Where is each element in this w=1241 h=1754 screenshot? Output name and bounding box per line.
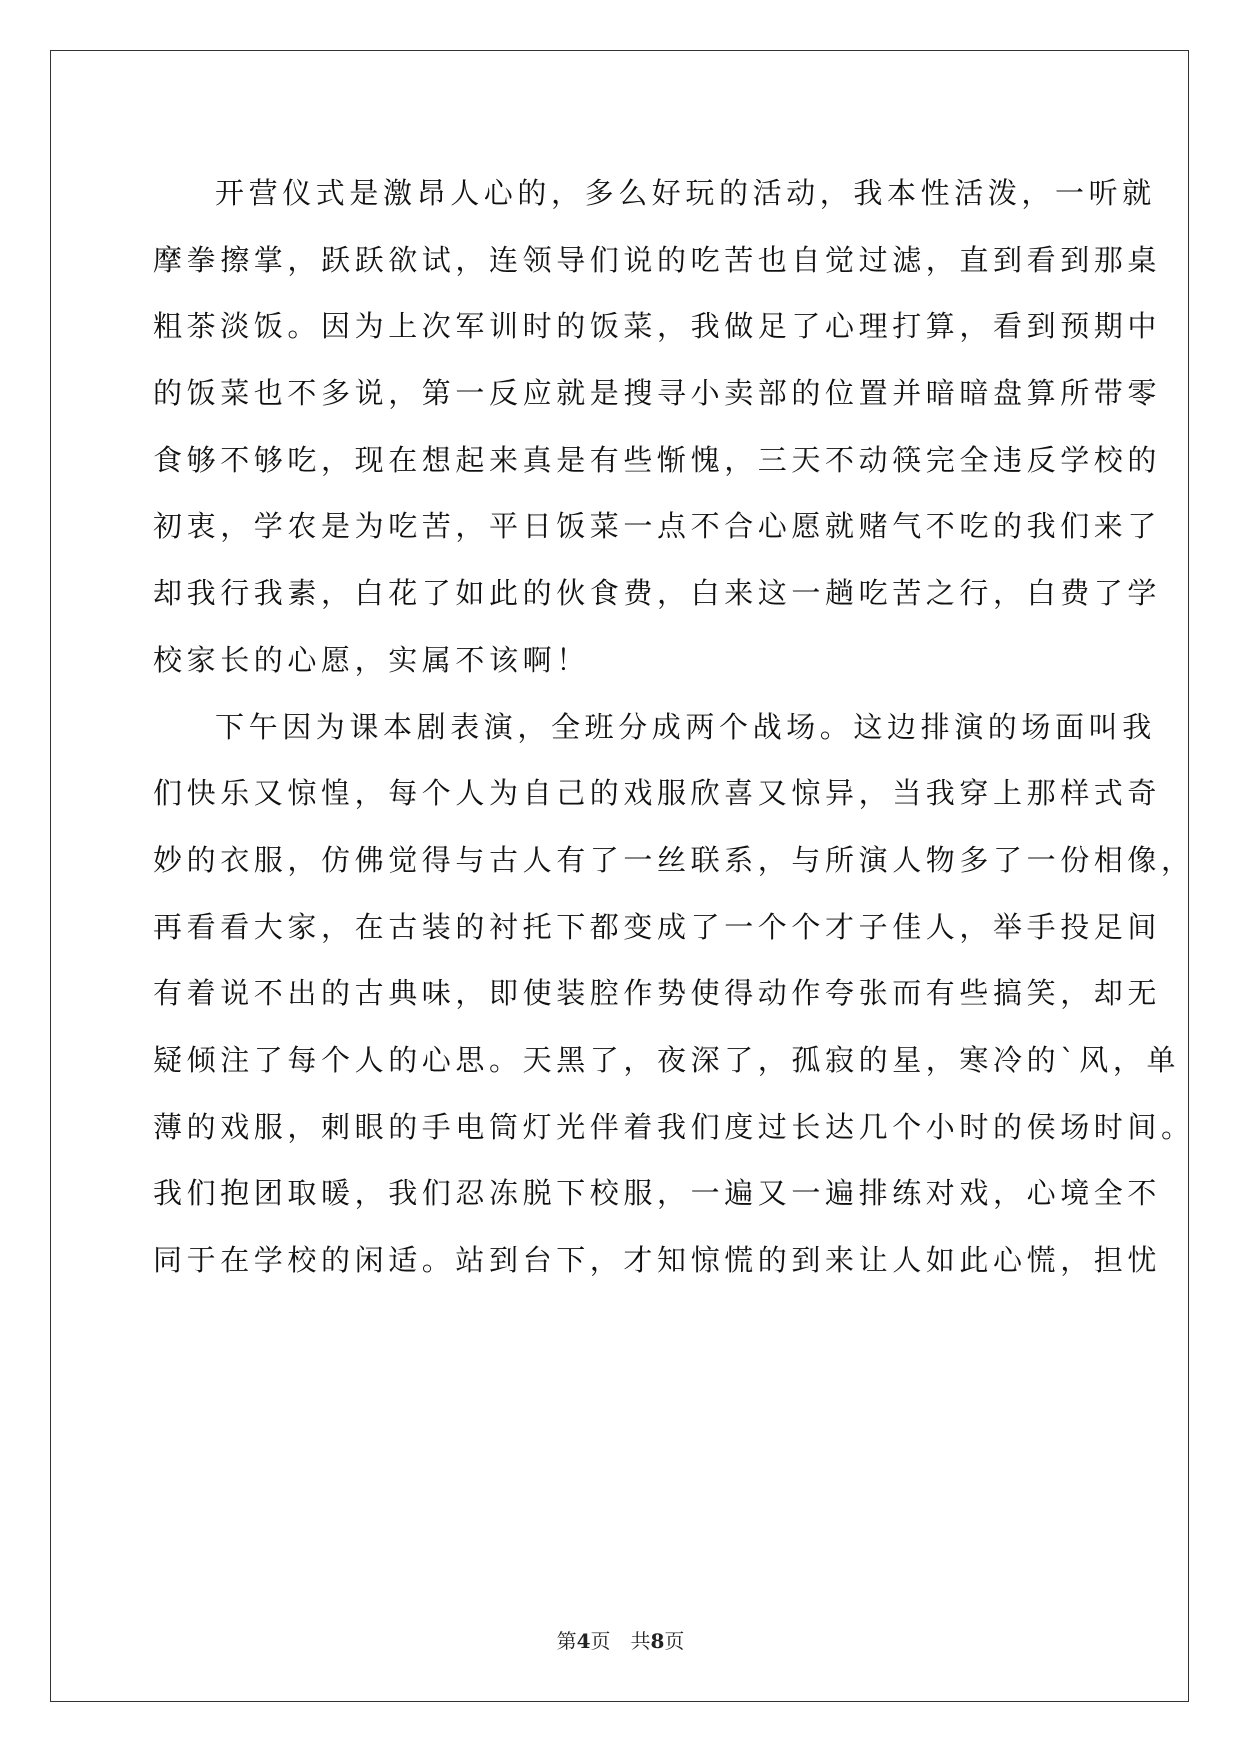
page-total: 共8页 bbox=[630, 1629, 685, 1653]
page-footer bbox=[0, 1625, 1241, 1654]
page-number: 第4页 bbox=[556, 1629, 611, 1653]
text-line: 疑倾注了每个人的心思。天黑了，夜深了，孤寂的星，寒冷的`风，单 bbox=[153, 1042, 1181, 1077]
text-line: 妙的衣服，仿佛觉得与古人有了一丝联系，与所演人物多了一份相像， bbox=[153, 842, 1195, 877]
text-line: 下午因为课本剧表演，全班分成两个战场。这边排演的场面叫我 bbox=[215, 709, 1156, 744]
text-line: 我们抱团取暖，我们忍冻脱下校服，一遍又一遍排练对戏，心境全不 bbox=[153, 1176, 1162, 1211]
text-line: 有着说不出的古典味，即使装腔作势使得动作夸张而有些搞笑，却无 bbox=[153, 976, 1162, 1011]
text-line: 开营仪式是激昂人心的，多么好玩的活动，我本性活泼，一听就 bbox=[215, 176, 1156, 210]
text-line: 食够不够吃，现在想起来真是有些惭愧，三天不动筷完全违反学校的 bbox=[153, 442, 1162, 477]
text-line: 摩拳擦掌，跃跃欲试，连领导们说的吃苦也自觉过滤，直到看到那桌 bbox=[153, 242, 1162, 277]
text-line: 粗茶淡饭。因为上次军训时的饭菜，我做足了心理打算，看到预期中 bbox=[153, 309, 1162, 344]
text-line: 再看看大家，在古装的衬托下都变成了一个个才子佳人，举手投足间 bbox=[153, 909, 1162, 944]
text-line: 的饭菜也不多说，第一反应就是搜寻小卖部的位置并暗暗盘算所带零 bbox=[153, 376, 1162, 411]
document-body bbox=[153, 160, 1195, 1294]
text-line: 同于在学校的闲适。站到台下，才知惊慌的到来让人如此心慌，担忧 bbox=[153, 1243, 1162, 1277]
text-line: 薄的戏服，刺眼的手电筒灯光伴着我们度过长达几个小时的侯场时间。 bbox=[153, 1109, 1195, 1144]
paragraph bbox=[153, 694, 1195, 1294]
text-line: 初衷，学农是为吃苦，平日饭菜一点不合心愿就赌气不吃的我们来了 bbox=[153, 509, 1162, 544]
text-line: 们快乐又惊惶，每个人为自己的戏服欣喜又惊异，当我穿上那样式奇 bbox=[153, 776, 1162, 811]
text-line: 校家长的心愿，实属不该啊！ bbox=[153, 642, 590, 677]
paragraph bbox=[153, 160, 1162, 694]
text-line: 却我行我素，白花了如此的伙食费，白来这一趟吃苦之行，白费了学 bbox=[153, 576, 1162, 611]
